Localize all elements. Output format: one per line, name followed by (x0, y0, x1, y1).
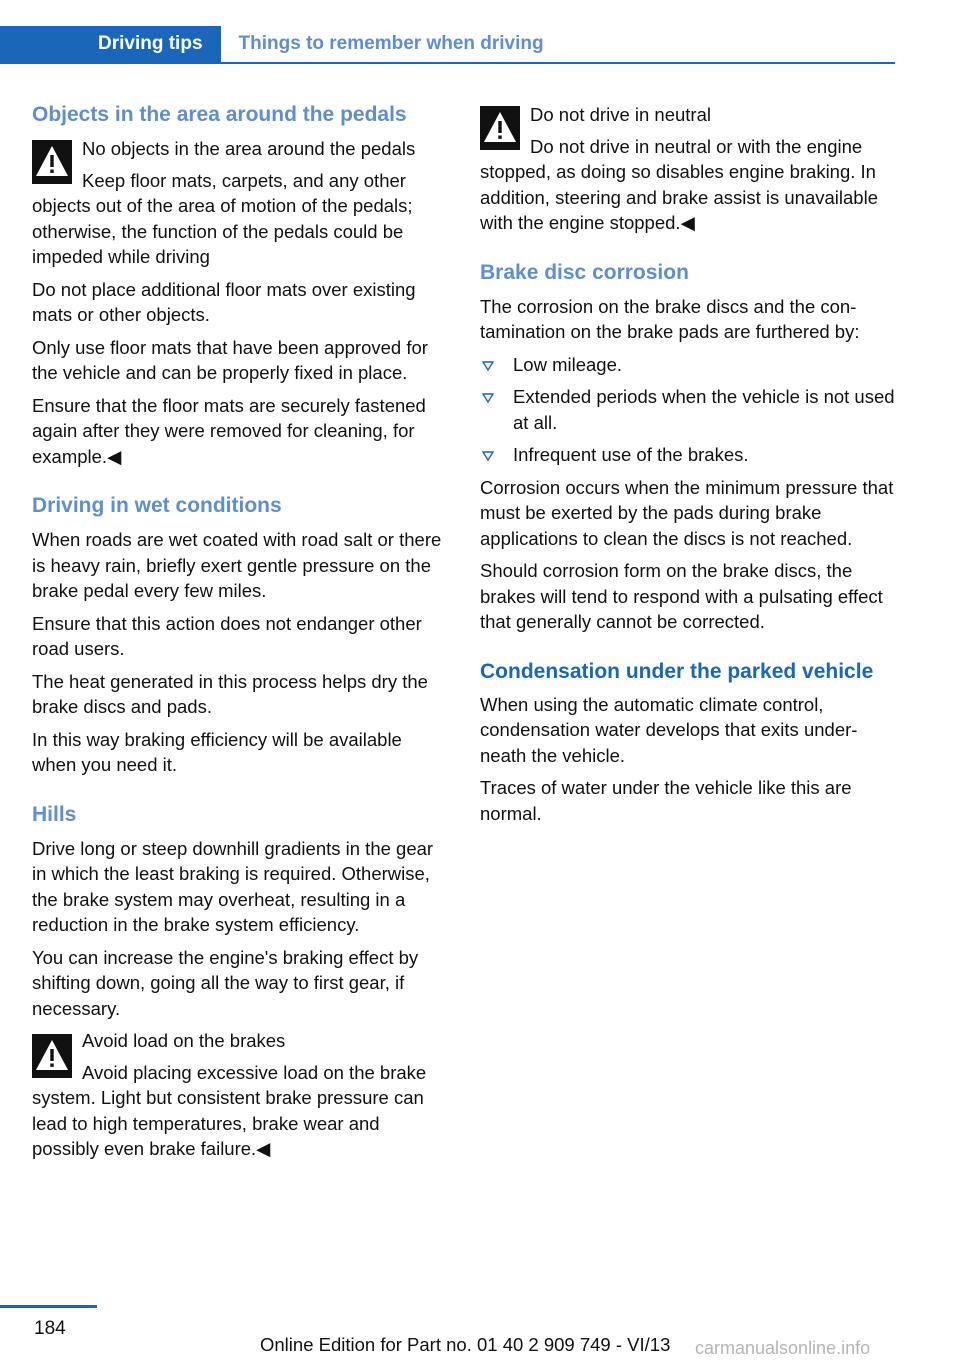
paragraph: When roads are wet coated with road salt or there is heavy rain, briefly exert gentle pressure on the brake pedal every few miles. (32, 529, 442, 601)
heading-corrosion: Brake disc corrosion (480, 260, 689, 284)
paragraph: In this way braking efficiency will be available when you need it. (32, 728, 402, 775)
watermark[interactable]: carmanualsonline.info (695, 1338, 871, 1358)
page-header (0, 26, 895, 64)
warning-icon (480, 106, 520, 150)
paragraph: Do not place additional floor mats over existing mats or other objects. (32, 278, 416, 325)
triangle-bullet-icon (482, 451, 494, 461)
breadcrumb: Things to remember when driving (238, 33, 544, 54)
warning-icon (32, 1034, 72, 1078)
triangle-bullet-icon (482, 361, 494, 371)
warning-icon (32, 140, 72, 184)
section-corrosion (480, 260, 896, 635)
section-condensation (480, 659, 896, 827)
list-item (480, 384, 896, 435)
section-tab: Driving tips (0, 26, 221, 62)
warning-pedals (32, 136, 448, 270)
paragraph: You can increase the engine's braking effect by shifting down, going all the way to first gear, if necessary. (32, 946, 419, 1019)
edition-text: Online Edition for Part no. 01 40 2 909 749 - VI/13 (260, 1334, 671, 1355)
heading-wet: Driving in wet conditions (32, 494, 282, 517)
paragraph: Should corrosion form on the brake discs, the brakes will tend to respond with a pulsating effect that generally cannot be corrected. (480, 560, 883, 632)
section-hills (32, 802, 448, 1162)
list-item-text: Extended periods when the vehicle is not used at all. (513, 386, 895, 433)
warning-title: Do not drive in neutral (530, 104, 711, 125)
paragraph: Traces of water under the vehicle like this are normal. (480, 777, 852, 824)
warning-title: No objects in the area around the pedals (82, 138, 416, 159)
heading-hills: Hills (32, 802, 77, 826)
list-item-text: Low mileage. (513, 353, 623, 375)
warning-text: Keep floor mats, carpets, and any other objects out of the area of motion of the pedals; otherwise, the function of the pedals could be impeded while driving (32, 169, 413, 267)
right-column (480, 102, 896, 833)
list-item-text: Infrequent use of the brakes. (513, 444, 749, 465)
page-number: 184 (34, 1318, 66, 1339)
section-wet (32, 493, 448, 778)
heading-pedals: Objects in the area around the pedals (32, 103, 407, 126)
warning-neutral (480, 102, 896, 236)
list-item (480, 352, 896, 378)
paragraph: The corrosion on the brake discs and the contamination on the brake pads are furthered by: (480, 295, 860, 342)
paragraph: The heat generated in this process helps dry the brake discs and pads. (32, 670, 428, 717)
paragraph: Corrosion occurs when the minimum pressure that must be exerted by the pads during brake applications to clean the discs is not reached. (480, 476, 894, 549)
heading-condensation: Condensation under the parked vehicle (480, 659, 874, 683)
warning-text: Do not drive in neutral or with the engine stopped, as doing so disables engine braking. In addition, steering and brake assist is unavailable with the engine stopped.◀ (480, 135, 878, 233)
paragraph: Only use floor mats that have been approved for the vehicle and can be properly fixed in place. (32, 336, 428, 383)
bullet-list (480, 352, 896, 468)
paragraph: When using the automatic climate control, condensation water develops that exits underneath the vehicle. (480, 693, 858, 766)
warning-brakes (32, 1028, 448, 1162)
paragraph: Ensure that the floor mats are securely fastened again after they were removed for cleaning, for example.◀ (32, 394, 426, 467)
list-item (480, 442, 896, 468)
paragraph: Drive long or steep downhill gradients in the gear in which the least braking is required. Otherwise, the brake system may overheat, resulting in a reduction in the brake system efficiency. (32, 837, 434, 935)
paragraph: Ensure that this action does not endanger other road users. (32, 612, 422, 659)
section-pedals (32, 102, 448, 469)
footer-rule (0, 1305, 97, 1308)
left-column (32, 102, 448, 1169)
triangle-bullet-icon (482, 393, 494, 403)
warning-title: Avoid load on the brakes (82, 1030, 286, 1051)
warning-text: Avoid placing excessive load on the brake system. Light but consistent brake pressure can lead to high temperatures, brake wear and possibly even brake failure.◀ (32, 1061, 427, 1159)
